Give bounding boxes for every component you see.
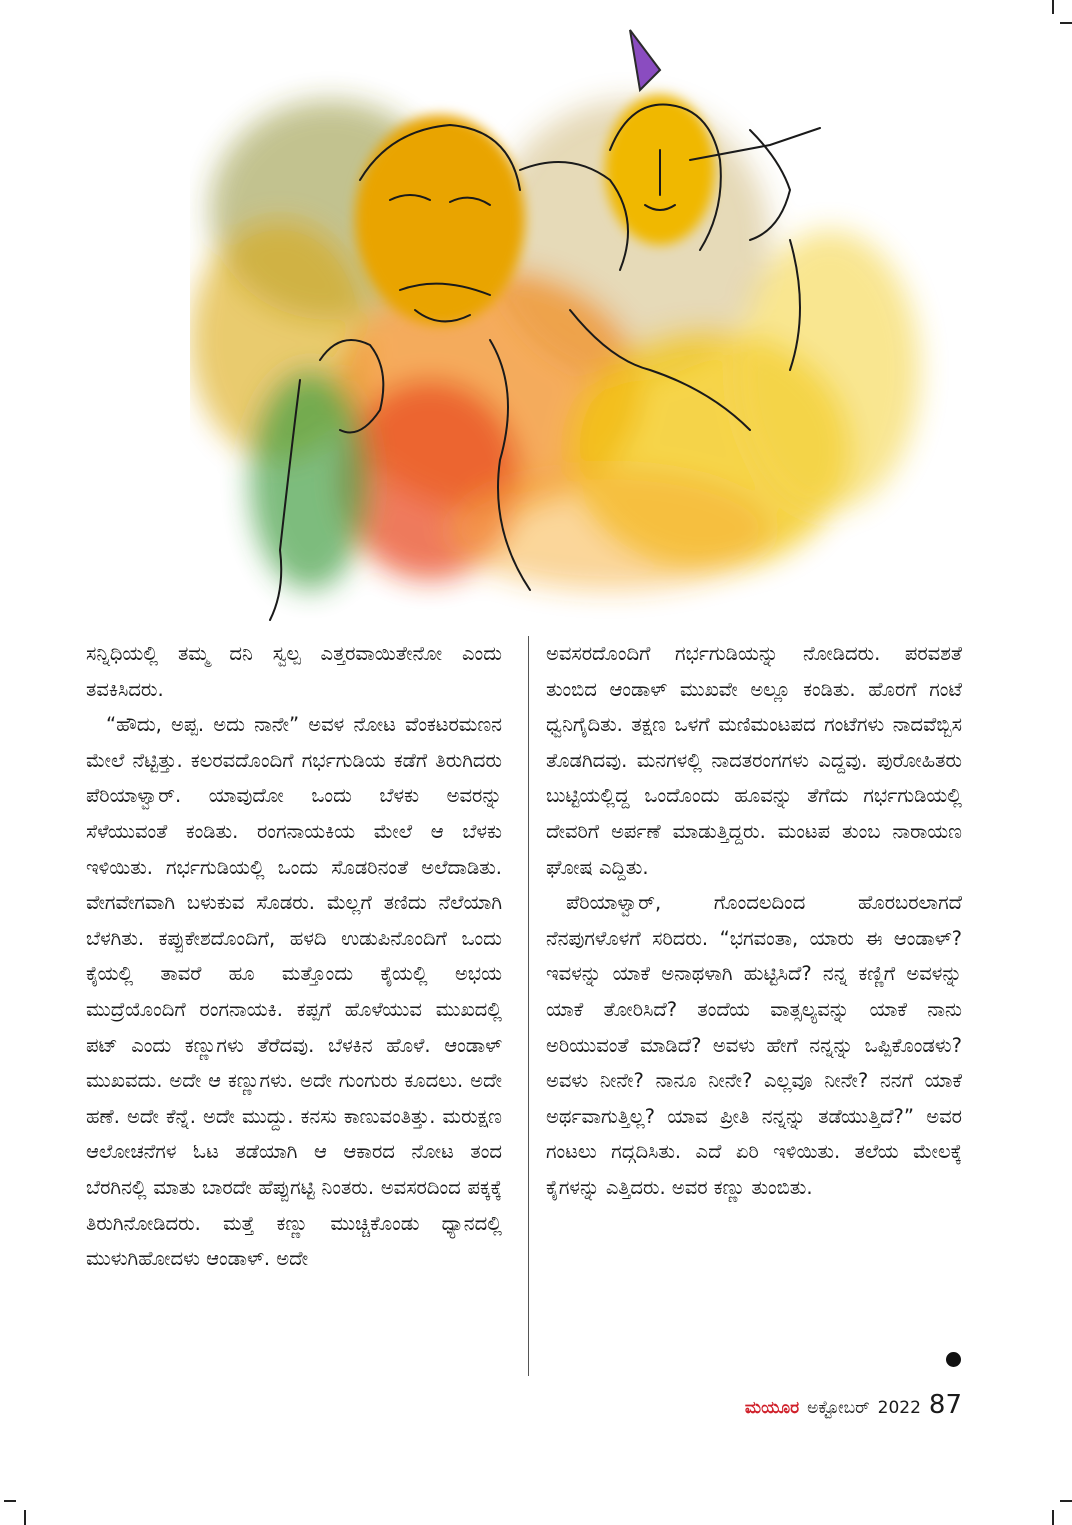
paragraph: ಅವಸರದೊಂದಿಗೆ ಗರ್ಭಗುಡಿಯನ್ನು ನೋಡಿದರು. ಪರವಶತೆ ತುಂಬಿದ ಆಂಡಾಳ್ ಮುಖವೇ ಅಲ್ಲೂ ಕಂಡಿತು. ಹೊರಗೆ ಗಂಟೆ ಧ್ವನಿಗೈದಿತು. ತಕ್ಷಣ ಒಳಗೆ ಮಣಿಮಂಟಪದ ಗಂಟೆಗಳು ನಾದವೆಬ್ಬಿಸ ತೊಡಗಿದವು. ಮನಗಳಲ್ಲಿ ನಾದತರಂಗಗಳು ಎದ್ದವು. ಪುರೋಹಿತರು ಬುಟ್ಟಿಯಲ್ಲಿದ್ದ ಒಂದೊಂದು ಹೂವನ್ನು ತೆಗೆದು ಗರ್ಭಗುಡಿಯಲ್ಲಿ ದೇವರಿಗೆ ಅರ್ಪಣೆ ಮಾಡುತ್ತಿದ್ದರು. ಮಂಟಪ ತುಂಬ ನಾರಾಯಣ ಘೋಷ ಎದ್ದಿತು. xyxy=(546,642,962,879)
issue-month: ಅಕ್ಟೋಬರ್ xyxy=(807,1398,870,1418)
crop-mark xyxy=(1052,0,1054,14)
paragraph: ಸನ್ನಿಧಿಯಲ್ಲಿ ತಮ್ಮ ದನಿ ಸ್ವಲ್ಪ ಎತ್ತರವಾಯಿತೇನೋ ಎಂದು ತವಕಿಸಿದರು. xyxy=(86,642,502,701)
crop-mark xyxy=(1060,1500,1072,1502)
column-divider xyxy=(528,636,529,1376)
page-number: 87 xyxy=(928,1390,962,1420)
crop-mark xyxy=(1052,1510,1054,1525)
crop-mark xyxy=(1060,22,1072,24)
page-footer xyxy=(745,1390,962,1420)
paragraph: “ಹೌದು, ಅಪ್ಪ. ಅದು ನಾನೇ” ಅವಳ ನೋಟ ವೆಂಕಟರಮಣನ ಮೇಲೆ ನೆಟ್ಟಿತ್ತು. ಕಲರವದೊಂದಿಗೆ ಗರ್ಭಗುಡಿಯ ಕಡೆಗೆ ತಿರುಗಿದರು ಪೆರಿಯಾಳ್ವಾರ್. ಯಾವುದೋ ಒಂದು ಬೆಳಕು ಅವರನ್ನು ಸೆಳೆಯುವಂತೆ ಕಂಡಿತು. ರಂಗನಾಯಕಿಯ ಮೇಲೆ ಆ ಬೆಳಕು ಇಳಿಯಿತು. ಗರ್ಭಗುಡಿಯಲ್ಲಿ ಒಂದು ಸೊಡರಿನಂತೆ ಅಲೆದಾಡಿತು. ವೇಗವೇಗವಾಗಿ ಬಳುಕುವ ಸೊಡರು. ಮೆಲ್ಲಗೆ ತಣಿದು ನೆಲೆಯಾಗಿ ಬೆಳಗಿತು. ಕಪ್ಪುಕೇಶದೊಂದಿಗೆ, ಹಳದಿ ಉಡುಪಿನೊಂದಿಗೆ ಒಂದು ಕೈಯಲ್ಲಿ ತಾವರೆ ಹೂ ಮತ್ತೊಂದು ಕೈಯಲ್ಲಿ ಅಭಯ ಮುದ್ರೆಯೊಂದಿಗೆ ರಂಗನಾಯಕಿ. ಕಪ್ಪಗೆ ಹೊಳೆಯುವ ಮುಖದಲ್ಲಿ ಪಟ್ ಎಂದು ಕಣ್ಣುಗಳು ತೆರೆದವು. ಬೆಳಕಿನ ಹೊಳೆ. ಆಂಡಾಳ್ ಮುಖವದು. ಅದೇ ಆ ಕಣ್ಣುಗಳು. ಅದೇ ಗುಂಗುರು ಕೂದಲು. ಅದೇ ಹಣೆ. ಅದೇ ಕೆನ್ನೆ. ಅದೇ ಮುದ್ದು. ಕನಸು ಕಾಣುವಂತಿತ್ತು. ಮರುಕ್ಷಣ ಆಲೋಚನೆಗಳ ಓಟ ತಡೆಯಾಗಿ ಆ ಆಕಾರದ ನೋಟ ತಂದ ಬೆರಗಿನಲ್ಲಿ ಮಾತು ಬಾರದೇ ಹೆಪ್ಪುಗಟ್ಟಿ ನಿಂತರು. ಅವಸರದಿಂದ ಪಕ್ಕಕ್ಕೆ ತಿರುಗಿನೋಡಿದರು. ಮತ್ತೆ ಕಣ್ಣು ಮುಚ್ಚಿಕೊಂಡು ಧ್ಯಾನದಲ್ಲಿ ಮುಳುಗಿಹೋದಳು ಆಂಡಾಳ್. ಅದೇ xyxy=(86,713,502,1271)
issue-year: 2022 xyxy=(877,1398,921,1418)
story-illustration xyxy=(190,10,950,630)
magazine-logo: ಮಯೂರ xyxy=(744,1398,800,1418)
paragraph: ಪೆರಿಯಾಳ್ವಾರ್, ಗೊಂದಲದಿಂದ ಹೊರಬರಲಾಗದೆ ನೆನಪುಗಳೊಳಗೆ ಸರಿದರು. “ಭಗವಂತಾ, ಯಾರು ಈ ಆಂಡಾಳ್? ಇವಳನ್ನು ಯಾಕೆ ಅನಾಥಳಾಗಿ ಹುಟ್ಟಿಸಿದೆ? ನನ್ನ ಕಣ್ಣಿಗೆ ಅವಳನ್ನು ಯಾಕೆ ತೋರಿಸಿದೆ? ತಂದೆಯ ವಾತ್ಸಲ್ಯವನ್ನು ಯಾಕೆ ನಾನು ಅರಿಯುವಂತೆ ಮಾಡಿದೆ? ಅವಳು ಹೇಗೆ ನನ್ನನ್ನು ಒಪ್ಪಿಕೊಂಡಳು? ಅವಳು ನೀನೇ? ನಾನೂ ನೀನೇ? ಎಲ್ಲವೂ ನೀನೇ? ನನಗೆ ಯಾಕೆ ಅರ್ಥವಾಗುತ್ತಿಲ್ಲ? ಯಾವ ಪ್ರೀತಿ ನನ್ನನ್ನು ತಡೆಯುತ್ತಿದೆ?” ಅವರ ಗಂಟಲು ಗದ್ಗದಿಸಿತು. ಎದೆ ಏರಿ ಇಳಿಯಿತು. ತಲೆಯ ಮೇಲಕ್ಕೆ ಕೈಗಳನ್ನು ಎತ್ತಿದರು. ಅವರ ಕಣ್ಣು ತುಂಬಿತು. xyxy=(546,891,962,1199)
article-column-left xyxy=(86,636,502,1277)
article-column-right xyxy=(546,636,962,1206)
crop-mark xyxy=(4,1500,16,1502)
end-of-story-dot xyxy=(946,1352,961,1367)
crop-mark xyxy=(24,1510,26,1525)
